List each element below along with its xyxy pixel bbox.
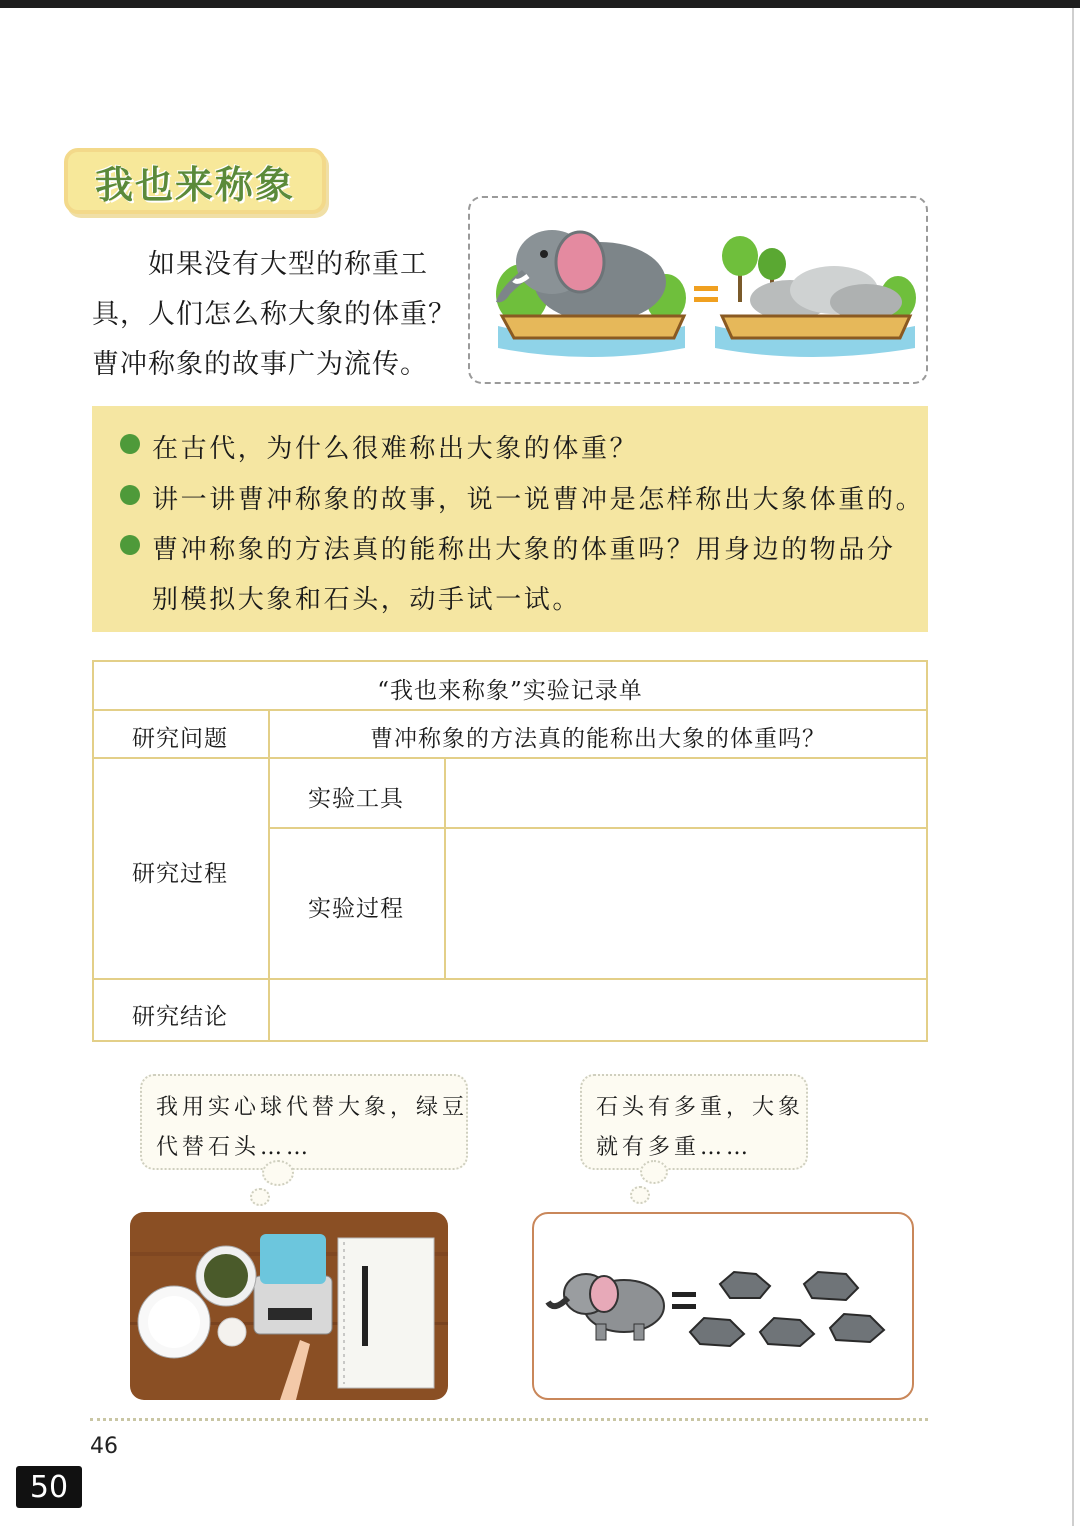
notebook (338, 1238, 434, 1388)
elephant-boat-illustration (468, 196, 928, 384)
label-experiment-tools: 实验工具 (308, 786, 404, 812)
equals-bottom (672, 1304, 696, 1309)
experiment-photo (130, 1212, 448, 1400)
scale-platform (260, 1234, 326, 1284)
footer-dotted-rule (90, 1418, 928, 1421)
equals-top (672, 1292, 696, 1297)
ball (218, 1318, 246, 1346)
bullet-icon (120, 485, 140, 505)
page-right-border (1072, 8, 1074, 1526)
elephant-stones-drawing (532, 1212, 914, 1400)
bubble-right-line-2: 就有多重…… (596, 1135, 753, 1160)
boat-right (722, 316, 910, 338)
label-research-process: 研究过程 (132, 861, 228, 887)
intro-paragraph (92, 240, 464, 390)
question-1: 在古代，为什么很难称出大象的体重？ (152, 434, 639, 464)
discussion-questions (92, 406, 928, 632)
intro-line-2: 具，人们怎么称大象的体重？ (92, 299, 456, 330)
boat-scene-image (470, 198, 926, 382)
intro-line-3: 曹冲称象的故事广为流传。 (92, 349, 428, 380)
bubble-tail-dot (630, 1186, 650, 1204)
boat-left (502, 316, 684, 338)
bubble-tail-dot (262, 1160, 294, 1186)
tree-right-1 (722, 236, 758, 276)
bullet-icon (120, 535, 140, 555)
inner-page-number: 46 (90, 1434, 118, 1459)
question-3: 曹冲称象的方法真的能称出大象的体重吗？用身边的物品分 (152, 535, 896, 565)
research-question-value: 曹冲称象的方法真的能称出大象的体重吗？ (370, 726, 826, 752)
equals-bottom (694, 297, 718, 302)
section-title: 我也来称象 (94, 162, 295, 207)
bubble-left-line-1: 我用实心球代替大象，绿豆 (156, 1095, 469, 1120)
label-research-conclusion: 研究结论 (132, 1004, 228, 1030)
label-experiment-steps: 实验过程 (308, 896, 404, 922)
bullet-icon (120, 434, 140, 454)
speech-bubble-left (140, 1074, 468, 1170)
table-title: “我也来称象”实验记录单 (377, 678, 643, 704)
experiment-photo-image (130, 1212, 448, 1400)
experiment-record-table (92, 660, 928, 1042)
bubble-right-line-1: 石头有多重，大象 (596, 1095, 805, 1120)
pen (362, 1266, 368, 1346)
bubble-tail-dot (640, 1160, 668, 1184)
elephant-eye (540, 250, 548, 258)
question-3-continuation: 别模拟大象和石头，动手试一试。 (152, 585, 582, 615)
label-research-question: 研究问题 (132, 726, 228, 752)
bubble-left-line-2: 代替石头…… (156, 1135, 313, 1160)
page-top-border (0, 0, 1080, 8)
tree-right-2 (758, 248, 786, 280)
elephant-equals-stones-image (534, 1214, 912, 1398)
question-2: 讲一讲曹冲称象的故事，说一说曹冲是怎样称出大象体重的。 (152, 485, 925, 515)
kitchen-scale (254, 1276, 332, 1334)
section-title-badge (64, 148, 326, 214)
speech-bubble-right (580, 1074, 808, 1170)
small-elephant-trunk (548, 1298, 568, 1306)
stone-pile (690, 1272, 884, 1346)
small-elephant-ear (590, 1276, 618, 1312)
intro-line-1: 如果没有大型的称重工 (148, 249, 428, 280)
elephant-ear (556, 232, 604, 292)
bubble-tail-dot (250, 1188, 270, 1206)
outer-page-number: 50 (16, 1466, 82, 1508)
equals-top (694, 286, 718, 291)
scale-display (268, 1308, 312, 1320)
